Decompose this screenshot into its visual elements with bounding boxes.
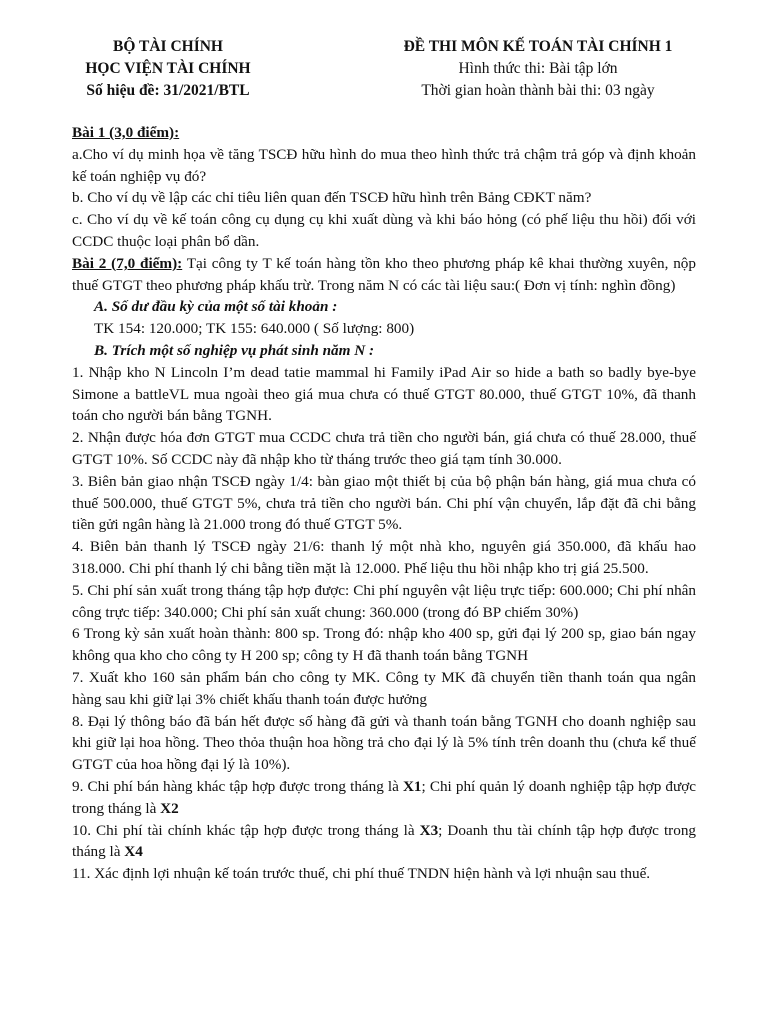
transaction-item-3: 3. Biên bản giao nhận TSCĐ ngày 1/4: bàn giao một thiết bị của bộ phận bán hàng, giá mua chưa có thuế 500.000, thuế GTGT 5%, chưa trả tiền cho người bán. Chi phí vận chuyển, lắp đặt đã chi bằng tiền gửi ngân hàng là 21.000 trong đó thuế GTGT 5%. [72,472,696,534]
transaction-item-4: 4. Biên bản thanh lý TSCĐ ngày 21/6: thanh lý một nhà kho, nguyên giá 350.000, đã khấu hao 318.000. Chi phí thanh lý chi bằng tiền mặt là 12.000. Phế liệu thu hồi nhập kho trị giá 25.500. [72,538,696,577]
transaction-item-7: 7. Xuất kho 160 sản phẩm bán cho công ty MK. Công ty MK đã chuyển tiền thanh toán qua ngân hàng sau khi giữ lại 3% chiết khấu thanh toán được hưởng [72,668,696,708]
bai2-heading [72,253,696,297]
exam-title: ĐỀ THI MÔN KẾ TOÁN TÀI CHÍNH 1 [403,38,673,55]
variable-x1: X1 [402,777,422,795]
transaction-item-10 [72,820,696,864]
exam-time: Thời gian hoàn thành bài thi: 03 ngày [421,82,655,99]
exam-info-block [368,36,708,102]
exam-body [72,122,696,885]
bai1-title: Bài 1 (3,0 điểm) [72,124,175,141]
bai1-colon: : [174,124,180,141]
bai1-heading [72,122,696,144]
document-header [72,36,696,102]
bai2-title: Bài 2 (7,0 điểm): [72,254,183,272]
bai1-question-c: c. Cho ví dụ về kế toán công cụ dụng cụ khi xuất dùng và khi báo hỏng (có phế liệu thu hồi) đối với CCDC thuộc loại phân bổ dần. [72,211,696,250]
opening-balances: TK 154: 120.000; TK 155: 640.000 ( Số lượng: 800) [94,320,415,338]
exam-code: Số hiệu đề: 31/2021/BTL [86,82,250,99]
transaction-item-1: 1. Nhập kho N Lincoln I’m dead tatie mammal hi Family iPad Air so hide a bath so badly bye-bye Simone a battleVL mua ngoài theo giá mua chưa có thuế GTGT 80.000, thuế GTGT 10%, đã thanh toán cho người bán bằng TGNH. [72,363,696,425]
variable-x4: X4 [124,843,143,861]
section-a-heading: A. Số dư đầu kỳ của một số tài khoản : [94,298,338,316]
exam-form: Hình thức thi: Bài tập lớn [458,60,618,77]
bai1-question-b: b. Cho ví dụ về lập các chỉ tiêu liên quan đến TSCĐ hữu hình trên Bảng CĐKT năm? [72,189,592,207]
item10-text-a: 10. Chi phí tài chính khác tập hợp được trong tháng là [72,821,420,839]
transaction-item-8: 8. Đại lý thông báo đã bán hết được số hàng đã gửi và thanh toán bằng TGNH cho doanh nghiệp sau khi giữ lại hoa hồng. Theo thỏa thuận hoa hồng trả cho đại lý là 5% tính trên doanh thu (chưa kể thuế GTGT của hoa hồng đại lý là 10%). [72,712,696,774]
variable-x2: X2 [160,799,179,817]
item9-text-b: ; Chi phí quản lý doanh nghiệp tập hợp được trong tháng là [72,777,696,817]
bai1-question-a: a.Cho ví dụ minh họa về tăng TSCĐ hữu hình do mua theo hình thức trả chậm trả góp và định khoản kế toán nghiệp vụ đó? [72,145,696,185]
transaction-item-6: 6 Trong kỳ sản xuất hoàn thành: 800 sp. Trong đó: nhập kho 400 sp, gửi đại lý 200 sp, giao bán ngay không qua kho cho công ty H 200 sp; công ty H đã thanh toán bằng TGNH [72,625,696,665]
section-b-heading: B. Trích một số nghiệp vụ phát sinh năm N : [94,341,375,359]
item10-text-b: ; Doanh thu tài chính tập hợp được trong tháng là [72,821,697,861]
transaction-item-5: 5. Chi phí sản xuất trong tháng tập hợp được: Chi phí nguyên vật liệu trực tiếp: 600.000; Chi phí nhân công trực tiếp: 340.000; Chi phí sản xuất chung: 360.000 (trong đó BP chiếm 30%) [72,581,696,621]
transaction-item-9 [72,776,696,820]
bai2-intro: Tại công ty T kế toán hàng tồn kho theo phương pháp kê khai thường xuyên, nộp thuế GTGT theo phương pháp khấu trừ. Trong năm N có các tài liệu sau:( Đơn vị tính: nghìn đồng) [72,254,696,294]
variable-x3: X3 [419,821,439,839]
item9-text-a: 9. Chi phí bán hàng khác tập hợp được trong tháng là [72,777,403,795]
ministry-name: BỘ TÀI CHÍNH [113,38,223,55]
transaction-item-11: 11. Xác định lợi nhuận kế toán trước thuế, chi phí thuế TNDN hiện hành và lợi nhuận sau thuế. [72,865,651,883]
issuer-block [68,36,268,102]
academy-name: HỌC VIỆN TÀI CHÍNH [85,60,251,77]
transaction-item-2: 2. Nhận được hóa đơn GTGT mua CCDC chưa trả tiền cho người bán, giá chưa có thuế 28.000, thuế GTGT 10%. Số CCDC này đã nhập kho từ tháng trước theo giá tạm tính 30.000. [72,429,696,468]
